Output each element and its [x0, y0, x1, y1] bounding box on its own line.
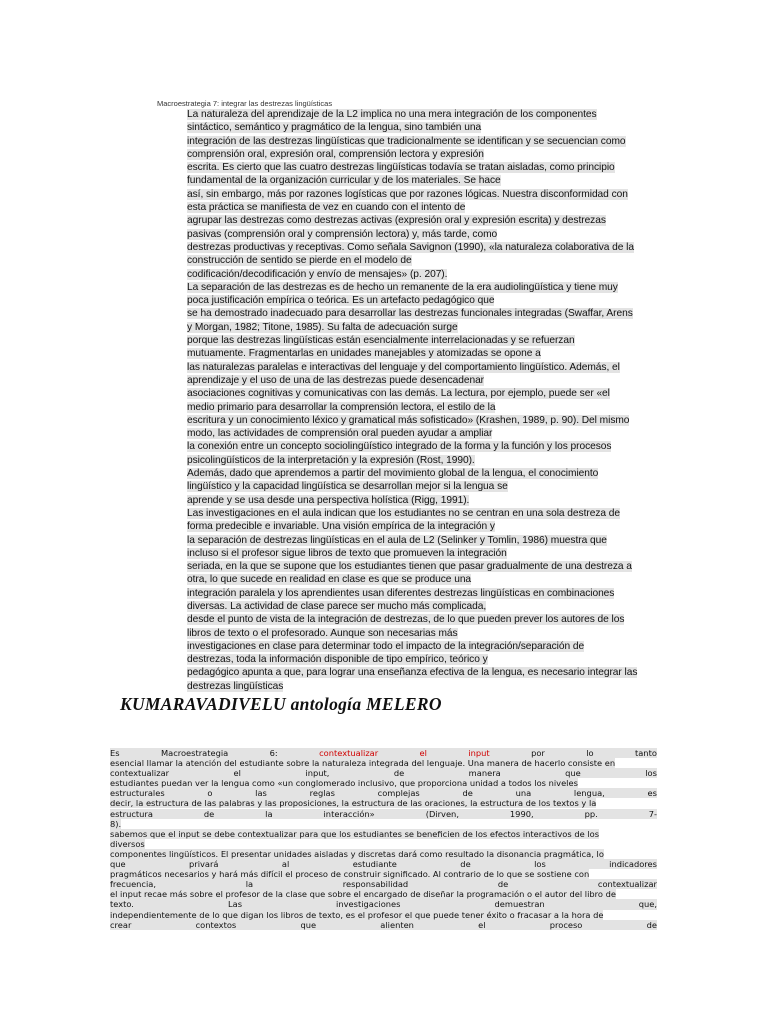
justified-line: texto. Las investigaciones demuestran que, — [110, 899, 657, 910]
justified-line: que privará al estudiante de los indicadores — [110, 859, 657, 870]
text-line: diversas. La actividad de clase parece ser mucho más complicada, — [187, 600, 487, 612]
text-line: 8). — [110, 818, 122, 829]
red-term: el — [419, 748, 427, 758]
text-line: psicolingüísticos de la interpretación y la expresión (Rost, 1990). — [187, 454, 475, 466]
text-line: las naturalezas paralelas e interactivas del lenguaje y del comportamiento lingüístico. Además, el — [187, 361, 620, 373]
text-line: el input recae más sobre el profesor de la clase que sobre el encargado de diseñar la programación o el autor del libro de — [110, 889, 616, 900]
text-line: se ha demostrado inadecuado para desarrollar las destrezas funcionales integradas (Swaffar, Arens — [187, 308, 633, 320]
text-line: la conexión entre un concepto sociolingüístico integrado de la forma y la función y los procesos — [187, 441, 612, 453]
text-line: comprensión oral, expresión oral, comprensión lectora y expresión — [187, 148, 484, 160]
text-line: aprende y se usa desde una perspectiva holística (Rigg, 1991). — [187, 494, 470, 506]
text-line: construcción de sentido se pierde en el modelo de — [187, 255, 412, 267]
text-line: modo, las actividades de comprensión oral pueden ayudar a ampliar — [187, 428, 493, 440]
text-line: la separación de destrezas lingüísticas en el aula de L2 (Selinker y Tomlin, 1986) muestra que — [187, 534, 607, 546]
text-line: desde el punto de vista de la integración de destrezas, de lo que pueden prever los autores de los — [187, 614, 625, 626]
justified-line: contextualizar el input, de manera que los — [110, 768, 657, 779]
text-line: La naturaleza del aprendizaje de la L2 implica no una mera integración de los componentes — [187, 109, 597, 120]
justified-line: estructurales o las reglas complejas de una lengua, es — [110, 788, 657, 799]
text-line: diversos — [110, 838, 145, 849]
text-line: esta práctica se manifiesta de vez en cuando con el intento de — [187, 202, 466, 214]
red-term: contextualizar — [319, 748, 379, 758]
text-line: pragmáticos necesarios y hará más difícil el proceso de construir significado. Al contrario de lo que se sostiene con — [110, 869, 590, 880]
text-line: fundamental de la organización curricular y de los materiales. Se hace — [187, 175, 501, 187]
text-line: lingüístico y la capacidad lingüística se desarrollan mejor si la lengua se — [187, 481, 508, 493]
text-line: destrezas lingüísticas — [187, 680, 284, 692]
text-line: integración de las destrezas lingüísticas que tradicionalmente se identifican y se secuencian como — [187, 135, 626, 147]
text-line: medio primario para desarrollar la comprensión lectora, el estilo de la — [187, 401, 496, 413]
text-line: integración paralela y los aprendientes usan diferentes destrezas lingüísticas en combinaciones — [187, 587, 615, 599]
text-line: y Morgan, 1982; Titone, 1985). Su falta de adecuación surge — [187, 321, 458, 333]
text-line: otra, lo que sucede en realidad en clase es que se produce una — [187, 574, 472, 586]
text-line: decir, la estructura de las palabras y las proposiciones, la estructura de las oraciones, la estructura de los textos y la — [110, 798, 597, 809]
text-line: asociaciones cognitivas y comunicativas con las demás. La lectura, por ejemplo, puede ser «el — [187, 388, 610, 400]
justified-line: Es Macroestrategia 6: contextualizar el input por lo tanto — [110, 748, 657, 758]
justified-line: crear contextos que alienten el proceso de — [110, 919, 657, 930]
text-line: aprendizaje y el uso de una de las destrezas puede desencadenar — [187, 374, 485, 386]
text-line: seriada, en la que se supone que los estudiantes tienen que pasar gradualmente de una destreza a — [187, 561, 632, 573]
text-line: porque las destrezas lingüísticas están esencialmente interrelacionadas y se refuerzan — [187, 335, 575, 347]
text-line: componentes lingüísticos. El presentar unidades aisladas y discretas dará como resultado la disonancia pragmática, lo — [110, 848, 604, 859]
text-line: esencial llamar la atención del estudiante sobre la naturaleza integrada del lenguaje. Una manera de hacerlo consiste en — [110, 758, 616, 769]
section-caption: Macroestrategia 7: integrar las destrezas lingüísticas — [157, 99, 333, 108]
text-line: codificación/decodificación y envío de mensajes» (p. 207). — [187, 268, 448, 280]
text-line: La separación de las destrezas es de hecho un remanente de la era audiolingüística y tiene muy — [187, 281, 618, 293]
text-line: así, sin embargo, más por razones logísticas que por razones lógicas. Nuestra disconformidad con — [187, 188, 628, 200]
text-line: escritura y un conocimiento léxico y gramatical más sofisticado» (Krashen, 1989, p. 90). Del mismo — [187, 414, 630, 426]
text-line: sabemos que el input se debe contextualizar para que los estudiantes se beneficien de los efectos interactivos de los — [110, 828, 600, 839]
justified-line: frecuencia, la responsabilidad de contextualizar — [110, 879, 657, 890]
heading-kumaravadivelu: KUMARAVADIVELU antología MELERO — [120, 694, 442, 714]
section-contextualizar-input — [110, 748, 657, 930]
text-line: libros de texto o el profesorado. Aunque son necesarias más — [187, 627, 458, 639]
text-line: poca justificación empírica o teórica. Es un artefacto pedagógico que — [187, 295, 495, 307]
red-term: input — [468, 748, 490, 758]
text-line: pasivas (comprensión oral y comprensión lectora) y, más tarde, como — [187, 228, 498, 240]
text-line: escrita. Es cierto que las cuatro destrezas lingüísticas todavía se tratan aisladas, como principio — [187, 162, 615, 174]
text-line: investigaciones en clase para determinar todo el impacto de la integración/separación de — [187, 640, 585, 652]
text-line: pedagógico apunta a que, para lograr una enseñanza efectiva de la lengua, es necesario integrar las — [187, 667, 638, 679]
text-line: estudiantes puedan ver la lengua como «un conglomerado inclusivo, que proporciona unidad a todos los niveles — [110, 778, 578, 789]
text-line: Las investigaciones en el aula indican que los estudiantes no se centran en una sola destreza de — [187, 507, 620, 519]
text-line: forma predecible e invariable. Una visión empírica de la integración y — [187, 521, 495, 533]
justified-line: estructura de la interacción» (Dirven, 1990, pp. 7- — [110, 808, 657, 819]
text-line: destrezas productivas y receptivas. Como señala Savignon (1990), «la naturaleza colaborativa de la — [187, 241, 635, 253]
section-integrar-destrezas — [187, 108, 659, 693]
text-line: incluso si el profesor sigue libros de texto que promueven la integración — [187, 547, 507, 559]
text-line: mutuamente. Fragmentarlas en unidades manejables y atomizadas se opone a — [187, 348, 541, 360]
text-line: sintáctico, semántico y pragmático de la lengua, sino también una — [187, 122, 482, 134]
text-line: Además, dado que aprendemos a partir del movimiento global de la lengua, el conocimiento — [187, 468, 599, 480]
text-line: destrezas, toda la información disponible de tipo empírico, teórico y — [187, 654, 488, 666]
text-line: agrupar las destrezas como destrezas activas (expresión oral y expresión escrita) y destrezas — [187, 215, 606, 227]
text-line: independientemente de lo que digan los libros de texto, es el profesor el que puede tener éxito o fracasar a la hora de — [110, 909, 604, 920]
